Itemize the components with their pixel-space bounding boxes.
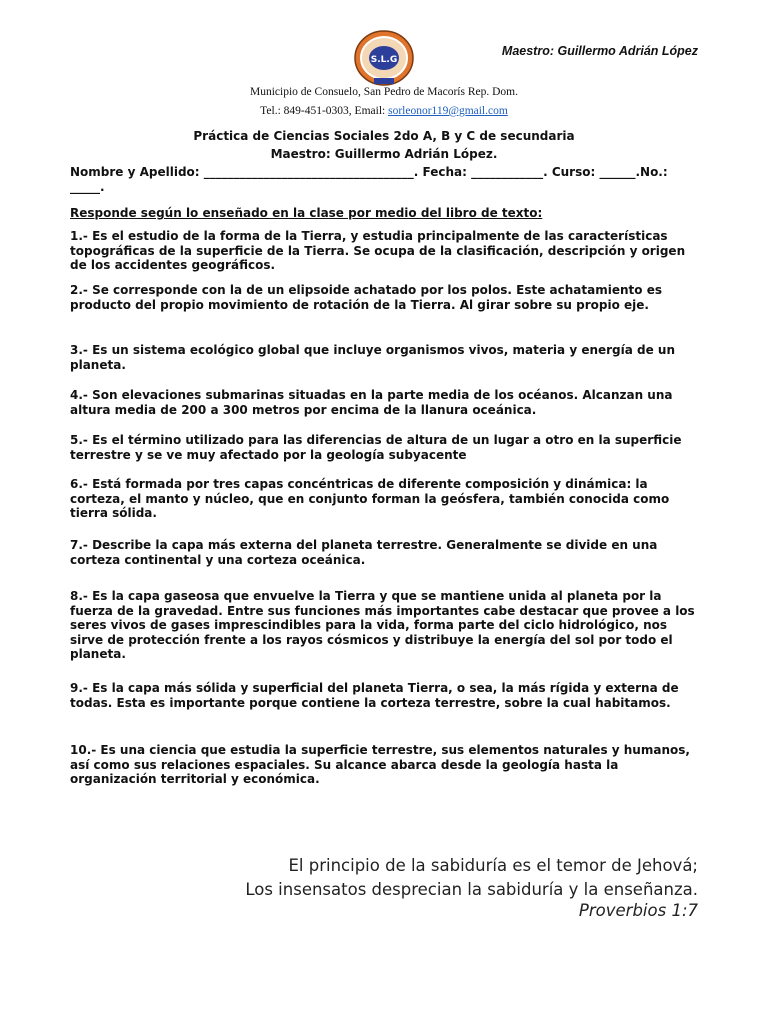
question-6: 6.- Está formada por tres capas concéntricas de diferente composición y dinámica: la corteza, el manto y núcleo, que en conjunto forman la geósfera, también conocida como tierra sólida. <box>70 477 670 520</box>
verse-line-1: El principio de la sabiduría es el temor de Jehová; <box>288 856 698 875</box>
teacher-header: Maestro: Guillermo Adrián López <box>501 44 698 58</box>
practice-title: Práctica de Ciencias Sociales 2do A, B y C de secundaria <box>193 129 575 143</box>
question-4: 4.- Son elevaciones submarinas situadas en la parte media de los océanos. Alcanzan una altura media de 200 a 300 metros por encima de la llanura oceánica. <box>70 388 673 417</box>
instruction: Responde según lo enseñado en la clase por medio del libro de texto: <box>70 206 543 220</box>
address-line: Municipio de Consuelo, San Pedro de Macorís Rep. Dom. <box>250 86 518 98</box>
verse-reference: Proverbios 1:7 <box>578 901 698 920</box>
school-logo <box>352 28 416 88</box>
verse-line-2: Los insensatos desprecian la sabiduría y la enseñanza. <box>245 880 698 899</box>
question-2: 2.- Se corresponde con la de un elipsoide achatado por los polos. Este achatamiento es producto del propio movimiento de rotación de la Tierra. Al girar sobre su propio eje. <box>70 283 662 312</box>
question-8: 8.- Es la capa gaseosa que envuelve la Tierra y que se mantiene unida al planeta por la fuerza de la gravedad. Entre sus funciones más importantes cabe destacar que provee a los seres vivos de gases imprescindibles para la vida, forma parte del ciclo hidrológico, nos sirve de protección frente a los rayos cósmicos y distribuye la energía del sol por todo el planeta. <box>70 589 695 661</box>
logo-text: S.L.G <box>370 55 398 65</box>
question-5: 5.- Es el término utilizado para las diferencias de altura de un lugar a otro en la superficie terrestre y se ve muy afectado por la geología subyacente <box>70 433 682 462</box>
question-1: 1.- Es el estudio de la forma de la Tierra, y estudia principalmente de las características topográficas de la superficie de la Tierra. Se ocupa de la clasificación, descripción y origen de los accidentes geográficos. <box>70 229 686 272</box>
contact-line <box>0 105 768 117</box>
teacher-title: Maestro: Guillermo Adrián López. <box>270 147 498 161</box>
email-link[interactable]: sorleonor119@gmail.com <box>388 105 508 117</box>
student-info-line: Nombre y Apellido: ___________________________________. Fecha: ____________. Curso: ______.No.: _____. <box>70 165 668 194</box>
question-3: 3.- Es un sistema ecológico global que incluye organismos vivos, materia y energía de un planeta. <box>70 343 676 372</box>
question-7: 7.- Describe la capa más externa del planeta terrestre. Generalmente se divide en una corteza continental y una corteza oceánica. <box>70 538 658 567</box>
question-9: 9.- Es la capa más sólida y superficial del planeta Tierra, o sea, la más rígida y externa de todas. Esta es importante porque contiene la corteza terrestre, sobre la cual habitamos. <box>70 681 679 710</box>
phone-text: Tel.: 849-451-0303, Email: <box>260 105 389 117</box>
question-10: 10.- Es una ciencia que estudia la superficie terrestre, sus elementos naturales y humanos, así como sus relaciones espaciales. Su alcance abarca desde la geología hasta la organización territorial y económica. <box>70 743 690 786</box>
